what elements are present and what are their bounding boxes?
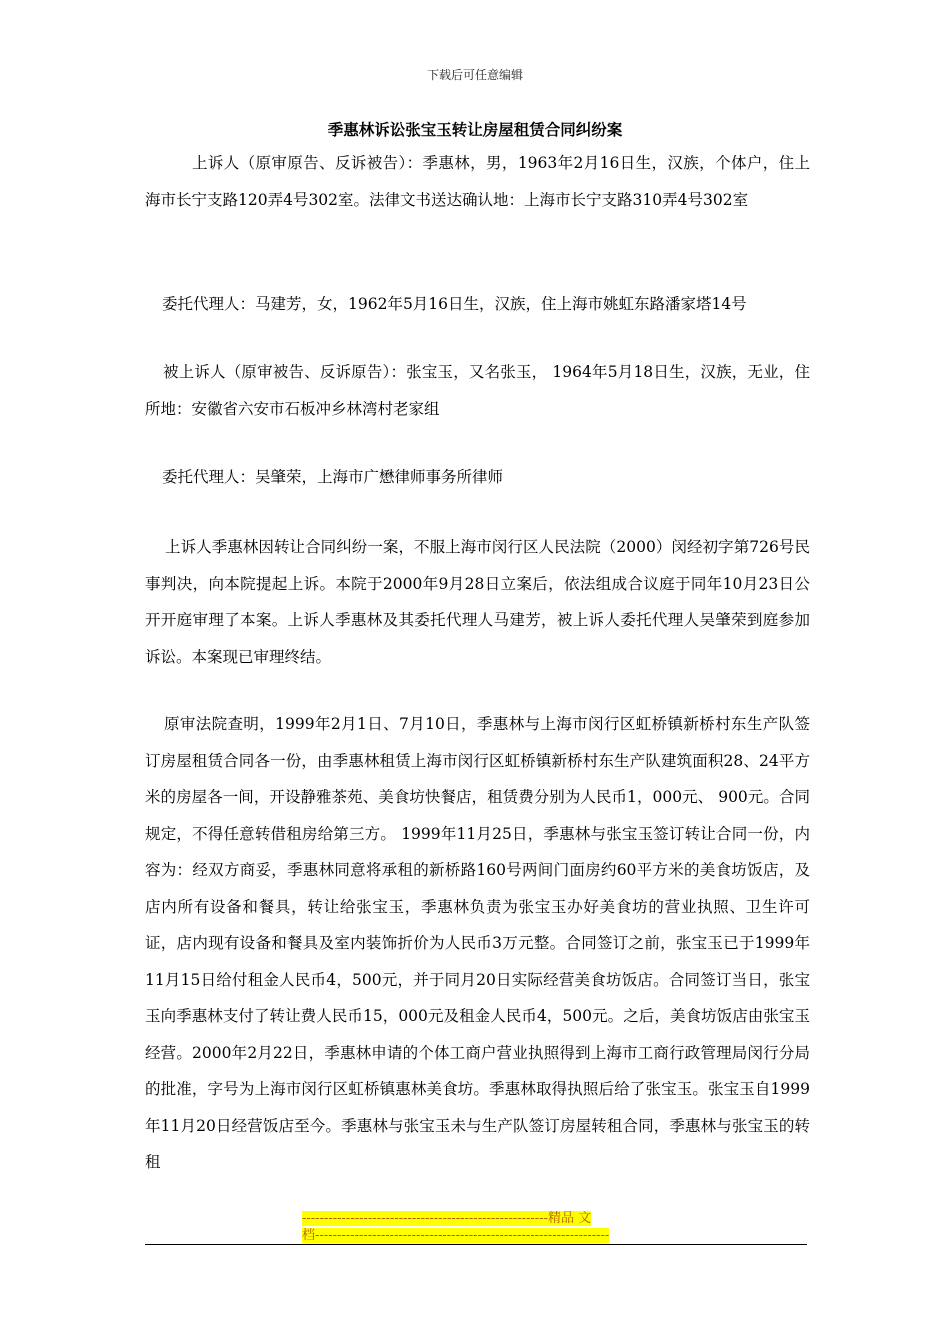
paragraph-facts: 原审法院查明，1999年2月1日、7月10日，季惠林与上海市闵行区虹桥镇新桥村东生产队签订房屋租赁合同各一份，由季惠林租赁上海市闵行区虹桥镇新桥村东生产队建筑面积28、24平方米的房屋各一间，开设静雅茶苑、美食坊快餐店，租赁费分别为人民币1，000元、 900元。合同规定，不得任意转借租房给第三方。 1999年11月25日，季惠林与张宝玉签订转让合同一份，内容为：经双方商妥，季惠林同意将承租的新桥路160号两间门面房约60平方米的美食坊饭店，及店内所有设备和餐具，转让给张宝玉，季惠林负责为张宝玉办好美食坊的营业执照、卫生许可证，店内现有设备和餐具及室内装饰折价为人民币3万元整。合同签订之前，张宝玉已于1999年11月15日给付租金人民币4，500元，并于同月20日实际经营美食坊饭店。合同签订当日，张宝玉向季惠林支付了转让费人民币15，000元及租金人民币4，500元。之后，美食坊饭店由张宝玉经营。2000年2月22日，季惠林申请的个体工商户营业执照得到上海市工商行政管理局闵行分局的批准，字号为上海市闵行区虹桥镇惠林美食坊。季惠林取得执照后给了张宝玉。张宝玉自1999年11月20日经营饭店至今。季惠林与张宝玉未与生产队签订房屋转租合同，季惠林与张宝玉的转租 xyxy=(145,715,810,1171)
paragraph-case-intro: 上诉人季惠林因转让合同纠纷一案，不服上海市闵行区人民法院（2000）闵经初字第726号民事判决，向本院提起上诉。本院于2000年9月28日立案后，依法组成合议庭于同年10月23日公开开庭审理了本案。上诉人季惠林及其委托代理人马建芳，被上诉人委托代理人吴肇荣到庭参加诉讼。本案现已审理终结。 xyxy=(145,538,810,666)
page-header-note: 下载后可任意编辑 xyxy=(426,68,523,82)
paragraph-appellant-agent: 委托代理人：马建芳，女，1962年5月16日生，汉族，住上海市姚虹东路潘家塔14号 xyxy=(162,295,747,313)
footer-line-1: --------------------------------------------------------精品 文 xyxy=(302,1211,592,1226)
footer-divider xyxy=(145,1244,807,1245)
document-title: 季惠林诉讼张宝玉转让房屋租赁合同纠纷案 xyxy=(327,120,623,139)
paragraph-appellee: 被上诉人（原审被告、反诉原告）：张宝玉，又名张玉， 1964年5月18日生，汉族，无业，住所地：安徽省六安市石板冲乡林湾村老家组 xyxy=(145,363,810,418)
paragraph-appellant: 上诉人（原审原告、反诉被告）：季惠林，男，1963年2月16日生，汉族，个体户，住上海市长宁支路120弄4号302室。法律文书送达确认地：上海市长宁支路310弄4号302室 xyxy=(145,154,810,209)
footer-line-2: 档------------------------------------------------------------------- xyxy=(302,1228,610,1243)
footer-watermark xyxy=(302,1210,652,1244)
paragraph-appellee-agent: 委托代理人：吴肇荣，上海市广懋律师事务所律师 xyxy=(162,468,504,486)
